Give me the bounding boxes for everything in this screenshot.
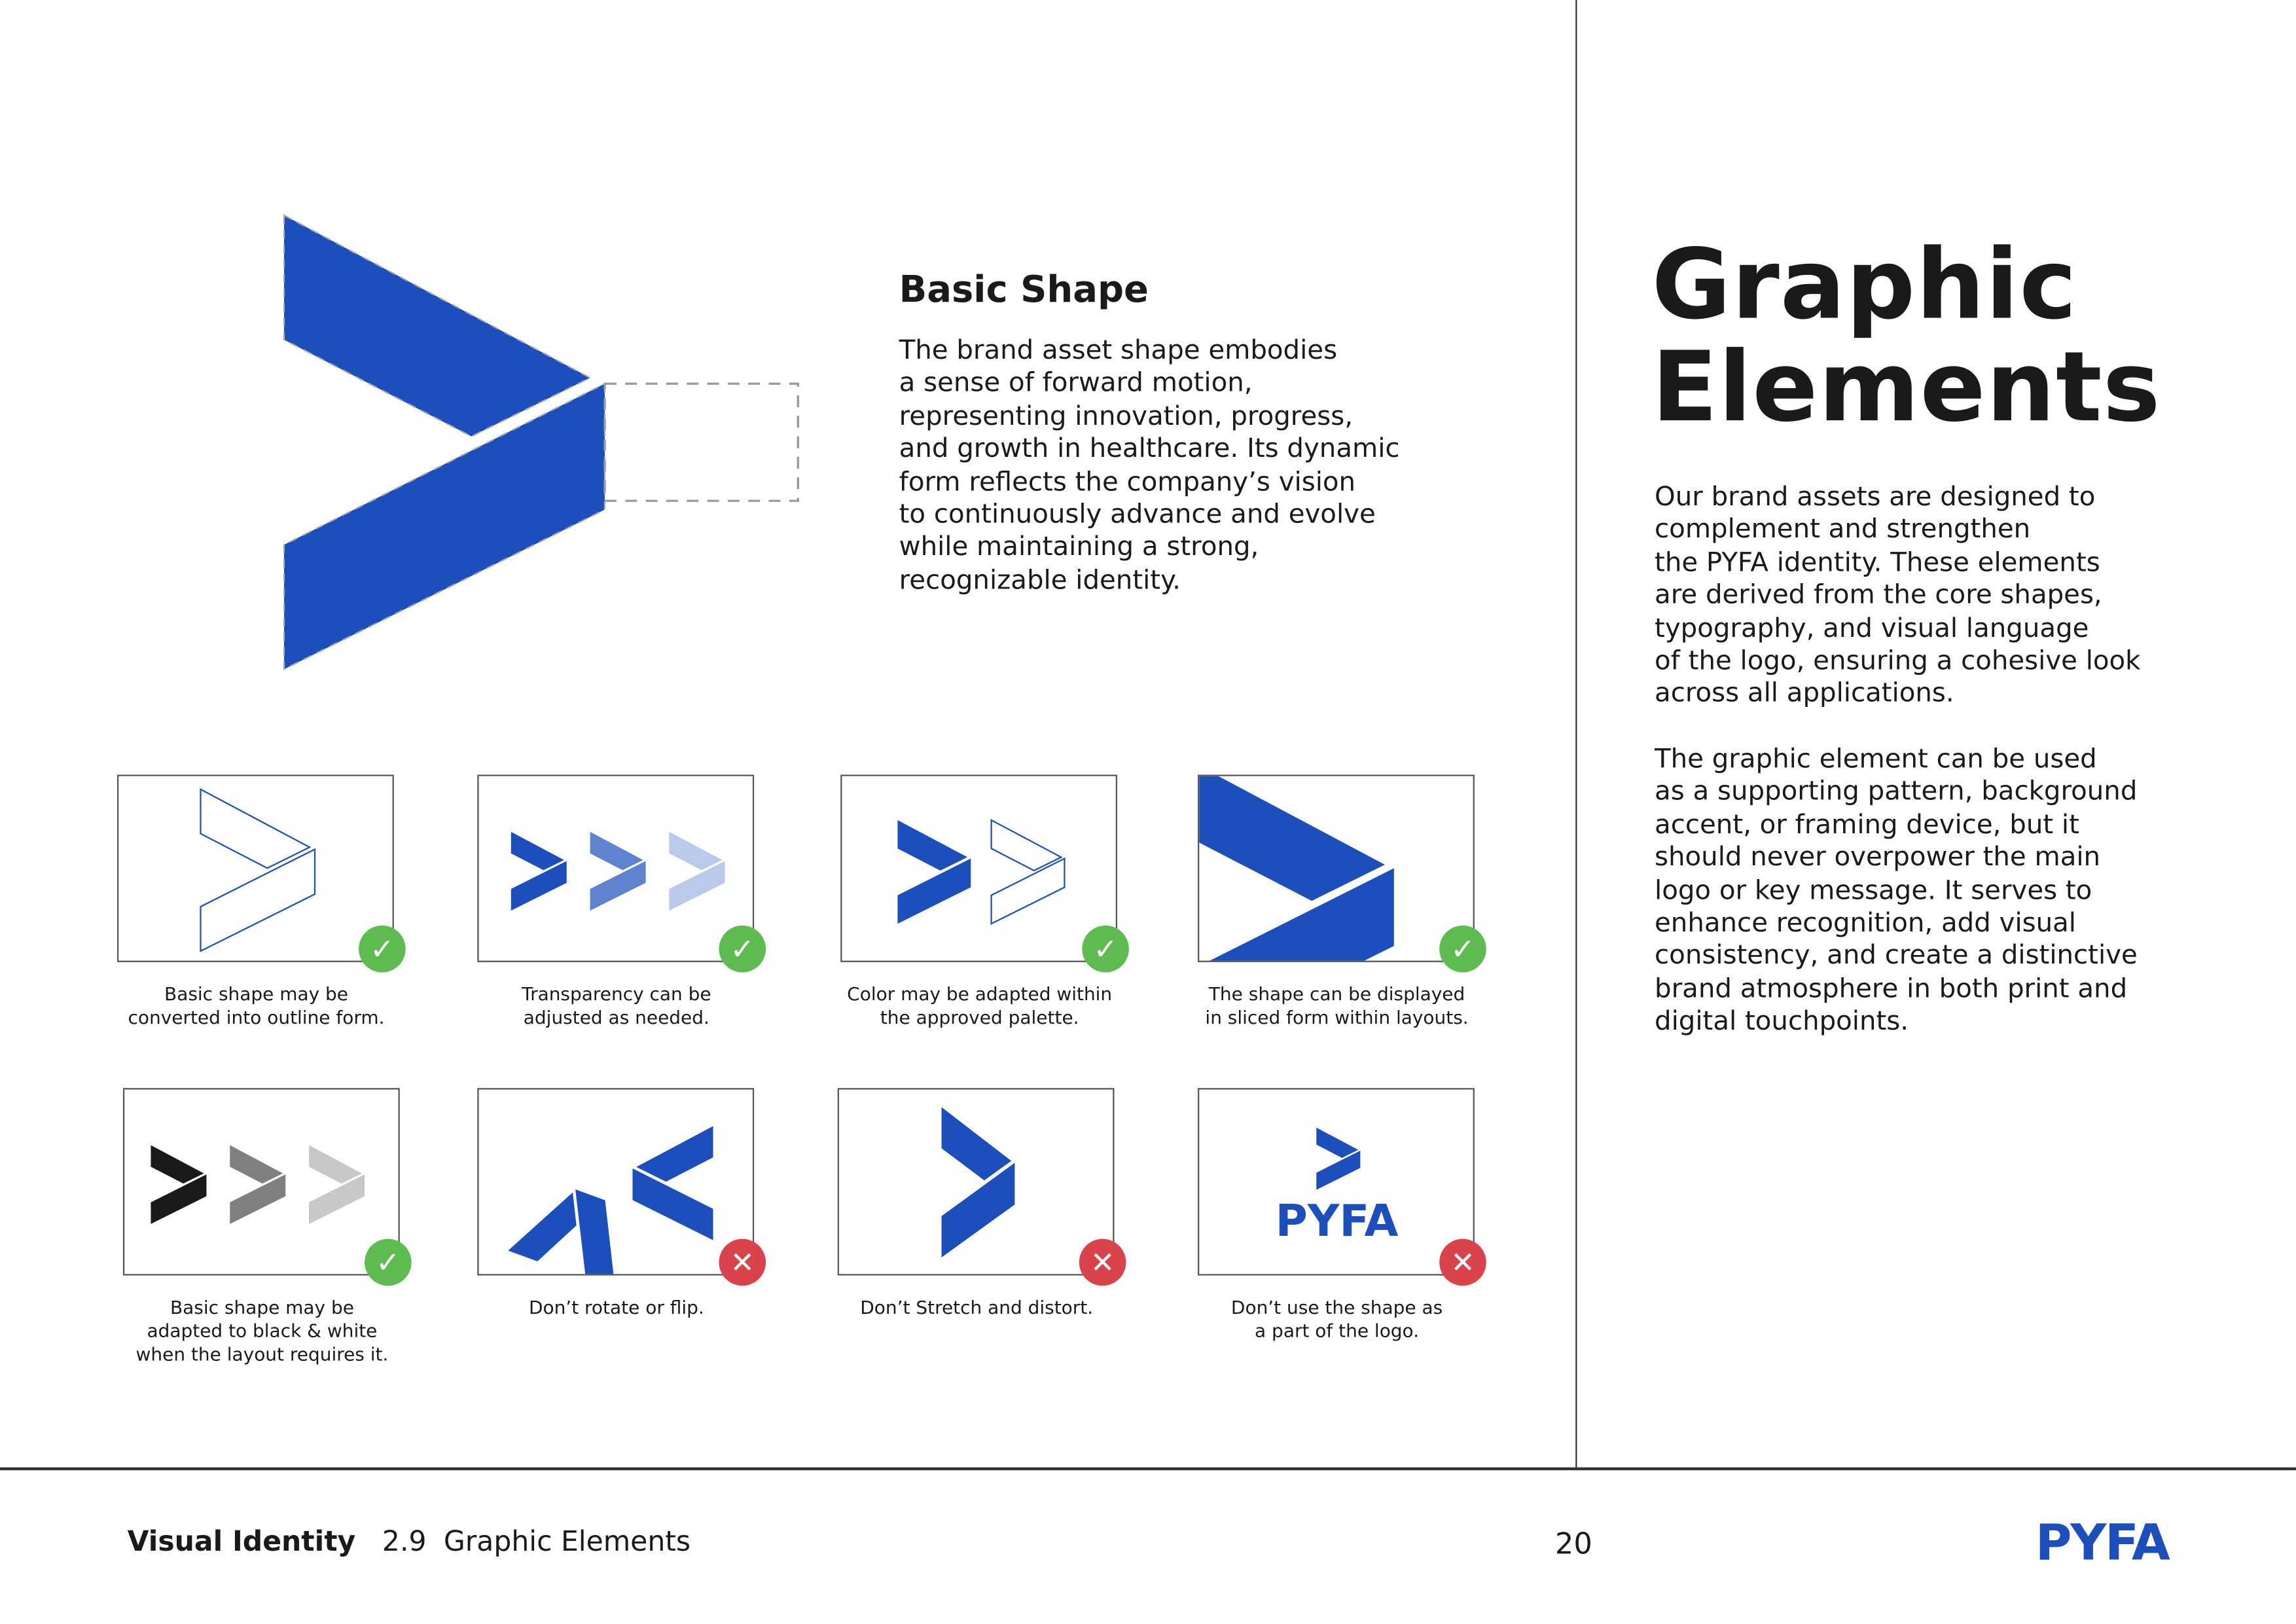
chevron-piece	[632, 1168, 713, 1240]
text-line: enhance recognition, add visual	[1655, 908, 2076, 939]
footer-divider	[0, 1468, 2296, 1470]
text-line: representing innovation, progress,	[899, 401, 1353, 432]
title-line: Graphic	[1651, 228, 2078, 342]
text-line: and growth in healthcare. Its dynamic	[899, 433, 1400, 465]
dashed-guide-box	[605, 384, 798, 501]
chevron-shape	[1199, 776, 1394, 962]
chevron-piece	[230, 1145, 283, 1183]
intro-paragraph	[1655, 482, 2140, 712]
chevron-piece	[992, 859, 1065, 924]
caption-line: in sliced form within layouts.	[1205, 1005, 1469, 1028]
chevron-piece	[1316, 1151, 1360, 1190]
logo-text: PYFA	[1275, 1195, 1399, 1247]
basic-shape-illustration	[264, 205, 820, 688]
example-illustration	[839, 1089, 1115, 1275]
example-illustration	[842, 776, 1117, 962]
text-line: the PYFA identity. These elements	[1655, 547, 2100, 579]
text-line: recognizable identity.	[899, 565, 1181, 596]
column-divider	[1575, 0, 1577, 1469]
example-card	[840, 774, 1117, 962]
chevron-piece	[636, 1126, 713, 1182]
example-caption	[448, 1296, 785, 1320]
example-card	[1198, 774, 1475, 962]
example-illustration	[118, 776, 394, 962]
example-card	[1198, 1088, 1475, 1275]
check-icon: ✓	[1439, 926, 1486, 973]
footer-section: Visual Identity	[127, 1526, 356, 1559]
caption-line: adjusted as needed.	[523, 1005, 709, 1028]
shape-bottom-piece	[284, 384, 605, 669]
chevron-shape	[669, 832, 725, 911]
text-line: digital touchpoints.	[1655, 1006, 1909, 1038]
text-line: accent, or framing device, but it	[1655, 809, 2079, 840]
chevron-piece	[309, 1145, 362, 1183]
caption-line: a part of the logo.	[1255, 1319, 1420, 1342]
check-icon: ✓	[359, 926, 406, 973]
example-caption	[88, 983, 425, 1030]
chevron-piece	[1199, 776, 1385, 901]
text-line: The graphic element can be used	[1655, 744, 2097, 775]
text-line: of the logo, ensuring a cohesive look	[1655, 645, 2141, 677]
caption-line: adapted to black & white	[147, 1319, 378, 1342]
chevron-piece	[669, 861, 725, 911]
text-line: typography, and visual language	[1655, 613, 2089, 644]
text-line: a sense of forward motion,	[899, 368, 1253, 399]
text-line: brand atmosphere in both print and	[1655, 973, 2128, 1005]
basic-shape-description	[899, 335, 1400, 598]
example-illustration	[1199, 776, 1475, 962]
example-caption	[808, 1296, 1145, 1320]
chevron-piece	[590, 832, 643, 871]
text-line: The brand asset shape embodies	[899, 335, 1338, 367]
caption-line: the approved palette.	[880, 1005, 1079, 1028]
page-title	[1651, 228, 2161, 444]
caption-line: Color may be adapted within	[847, 983, 1113, 1005]
check-icon: ✓	[719, 926, 766, 973]
text-line: consistency, and create a distinctive	[1655, 941, 2138, 972]
shape-top-piece	[284, 215, 590, 437]
text-line: should never overpower the main	[1655, 842, 2101, 873]
caption-line: Don’t Stretch and distort.	[860, 1295, 1094, 1318]
example-illustration	[124, 1089, 400, 1275]
text-line: are derived from the core shapes,	[1655, 580, 2102, 611]
text-line: logo or key message. It serves to	[1655, 875, 2092, 906]
check-icon: ✓	[1082, 926, 1129, 973]
chevron-shape	[632, 1126, 713, 1240]
example-card	[477, 1088, 754, 1275]
caption-line: Transparency can be	[522, 983, 711, 1005]
text-line: to continuously advance and evolve	[899, 499, 1376, 530]
chevron-shape	[897, 820, 971, 924]
caption-line: when the layout requires it.	[135, 1343, 389, 1365]
text-line: form reflects the company’s vision	[899, 466, 1356, 497]
cross-icon: ✕	[1079, 1239, 1126, 1286]
chevron-shape	[942, 1107, 1015, 1257]
text-line: across all applications.	[1655, 678, 1954, 710]
chevron-piece	[1316, 1128, 1358, 1158]
chevron-shape	[230, 1145, 285, 1223]
chevron-piece	[669, 832, 722, 871]
footer-section-number: 2.9	[382, 1526, 427, 1559]
example-caption	[448, 983, 785, 1030]
chevron-piece	[200, 849, 315, 950]
chevron-shape	[511, 832, 567, 911]
example-card	[123, 1088, 400, 1275]
chevron-piece	[511, 832, 564, 871]
chevron-shape	[508, 1175, 643, 1276]
chevron-shape	[590, 832, 646, 911]
caption-line: The shape can be displayed	[1208, 983, 1465, 1005]
chevron-piece	[942, 1163, 1015, 1257]
example-card	[477, 774, 754, 962]
chevron-shape	[1316, 1128, 1360, 1190]
chevron-shape	[309, 1145, 365, 1223]
text-line: complement and strengthen	[1655, 514, 2031, 546]
page-number: 20	[1554, 1526, 1592, 1561]
example-caption	[1168, 1296, 1505, 1343]
chevron-piece	[309, 1174, 365, 1224]
example-illustration	[479, 1089, 755, 1275]
caption-line: Basic shape may be	[170, 1295, 354, 1318]
text-line: while maintaining a strong,	[899, 532, 1259, 564]
chevron-piece	[230, 1174, 285, 1224]
caption-line: Basic shape may be	[164, 983, 348, 1005]
cross-icon: ✕	[1439, 1239, 1486, 1286]
example-card	[838, 1088, 1115, 1275]
cross-icon: ✕	[719, 1239, 766, 1286]
title-line: Elements	[1651, 331, 2161, 444]
example-caption	[811, 983, 1148, 1030]
footer-chapter: Graphic Elements	[443, 1526, 691, 1559]
chevron-piece	[151, 1145, 204, 1183]
text-line: as a supporting pattern, background	[1655, 776, 2138, 808]
caption-line: Don’t rotate or flip.	[528, 1295, 704, 1318]
example-illustration	[1199, 1089, 1475, 1275]
chevron-piece	[942, 1107, 1012, 1180]
pyfa-logo: PYFA	[2035, 1514, 2169, 1573]
chevron-piece	[200, 789, 309, 868]
example-caption	[94, 1296, 431, 1366]
caption-line: converted into outline form.	[128, 1005, 385, 1028]
chevron-shape	[151, 1145, 206, 1223]
chevron-piece	[897, 820, 967, 871]
example-caption	[1168, 983, 1505, 1030]
chevron-shape	[992, 820, 1065, 924]
chevron-piece	[511, 861, 567, 911]
chevron-piece	[897, 859, 971, 924]
example-illustration	[479, 776, 755, 962]
usage-paragraph	[1655, 744, 2138, 1039]
chevron-piece	[508, 1178, 586, 1269]
chevron-shape	[200, 789, 315, 951]
example-card	[117, 774, 394, 962]
caption-line: Don’t use the shape as	[1230, 1295, 1443, 1318]
chevron-piece	[151, 1174, 206, 1224]
check-icon: ✓	[365, 1239, 412, 1286]
chevron-piece	[992, 820, 1062, 871]
text-line: Our brand assets are designed to	[1655, 482, 2096, 513]
chevron-piece	[590, 861, 646, 911]
basic-shape-title: Basic Shape	[899, 268, 1149, 311]
